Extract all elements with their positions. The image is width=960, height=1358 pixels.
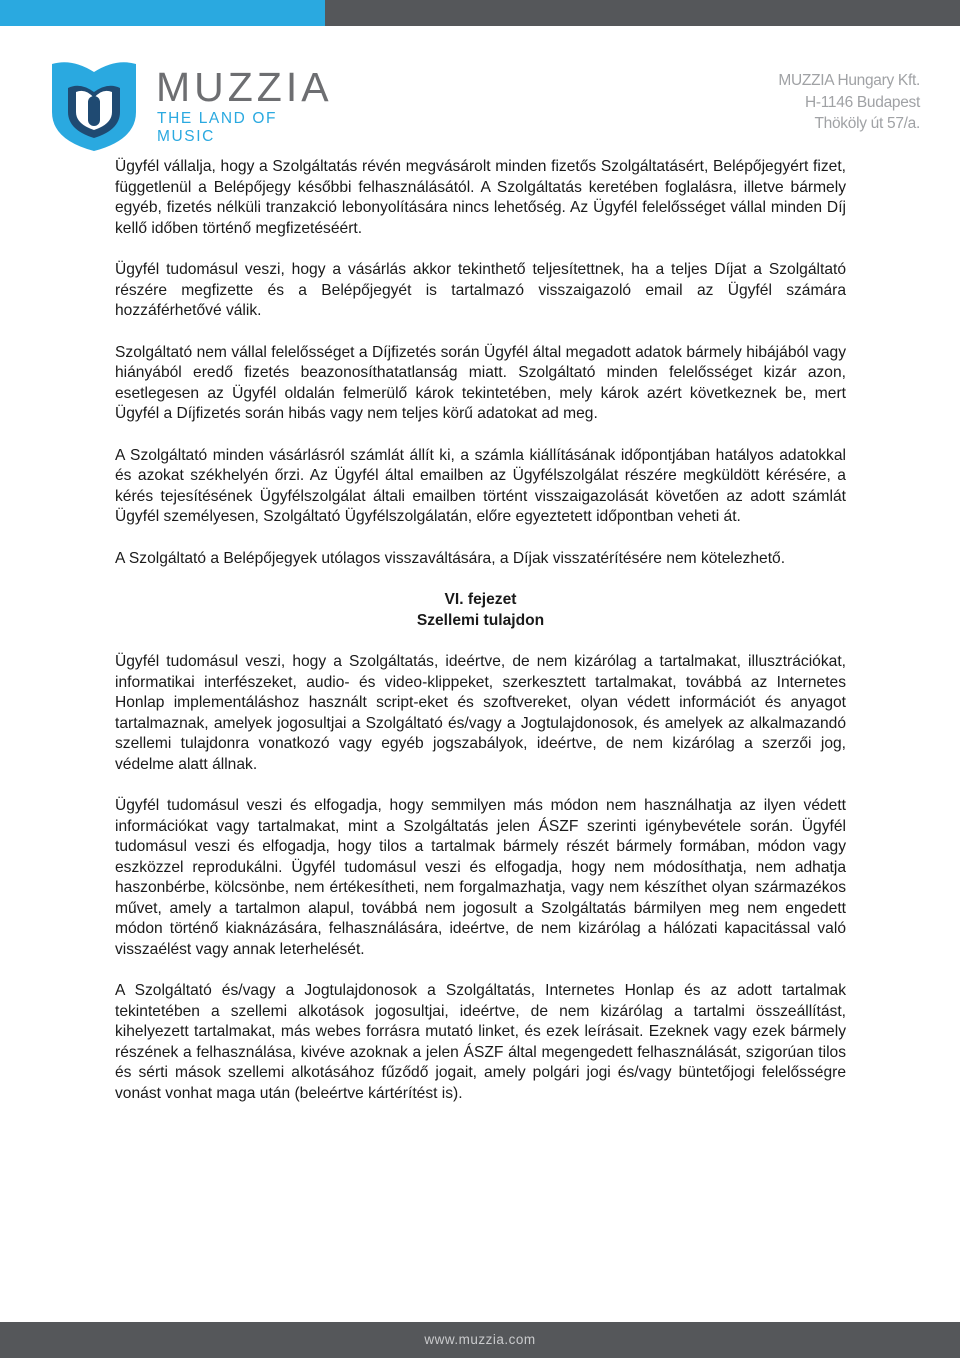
muzzia-logo bbox=[48, 58, 338, 153]
paragraph-purchase-completion: Ügyfél tudomásul veszi, hogy a vásárlás akkor tekinthető teljesítettnek, ha a teljes Díjat a Szolgáltató részére megfizette és a Belépőjegyét is tartalmazó visszaigazoló email az Ügyfél számára hozzáférhetővé válik. bbox=[115, 261, 846, 319]
document-body bbox=[115, 157, 846, 1125]
address-line-street: Thököly út 57/a. bbox=[814, 115, 920, 132]
paragraph-ip-rights-holders: A Szolgáltató és/vagy a Jogtulajdonosok a Szolgáltatás, Internetes Honlap és az adott tartalmak tekintetében a szellemi alkotások jogosultjai, ideértve, de nem kizárólag a tartalmi összeállítást, kihelyezett tartalmakat, más webes forrásra mutató linket, és ezek leírásait. Ezeknek vagy ezek bármely részének a felhasználása, kivéve azoknak a jelen ÁSZF által megengedett felhasználását, szigorúan tilos és sérti mások szellemi alkotásához fűződő jogait, amely polgári jogi és/vagy büntetőjogi felelősségre vonást vonhat maga után (beleértve kártérítést is). bbox=[115, 982, 846, 1102]
company-address bbox=[778, 70, 920, 135]
top-bar-blue-segment bbox=[0, 0, 325, 26]
chapter-title: Szellemi tulajdon bbox=[416, 611, 545, 629]
paragraph-invoice: A Szolgáltató minden vásárlásról számlát állít ki, a számla kiállításának időpontjában hatályos adatokkal és azokat székhelyén őrzi. Az Ügyfél által emailben az Ügyfélszolgálat részére megküldött kérésére, a kérés tejesítésének Ügyfélszolgálat általi emailben történt visszaigazolását követően az adott számlát Ügyfél személyesen, Szolgáltató Ügyfélszolgálatán, előre egyeztetett időpontban veheti át. bbox=[115, 446, 846, 525]
chapter-number: VI. fejezet bbox=[444, 591, 517, 608]
footer-bar bbox=[0, 1322, 960, 1358]
paragraph-payment-liability: Szolgáltató nem vállal felelősséget a Díjfizetés során Ügyfél által megadott adatok bármely hibájából vagy hiányából eredő fizetés beazonosíthatatlanság miatt. Szolgáltató minden felelősséget kizár azon, esetlegesen az Ügyfél oldalán felmerülő károk tekintetében, mely károk azért következnek be, mert Ügyfél a Díjfizetés során hibás vagy nem teljes körű adatokat ad meg. bbox=[115, 343, 846, 422]
paragraph-ip-usage-restrictions: Ügyfél tudomásul veszi és elfogadja, hogy semmilyen más módon nem használhatja az ilyen védett információkat vagy tartalmakat, mint a Szolgáltatás jelen ÁSZF szerinti igénybevétele során. Ügyfél tudomásul veszi és elfogadja, hogy tilos a tartalmak bármely részét bármely formában, módon vagy eszközzel reprodukálni. Ügyfél tudomásul veszi és elfogadja, hogy nem módosíthatja, nem adhatja haszonbérbe, kölcsönbe, nem értékesítheti, nem forgalmazhatja, vagy nem készíthet olyan származékos művet, amely a tartalmon alapul, továbbá nem jogosult a Szolgáltatás bármilyen meg nem engedett módon történő kiaknázására, felhasználására, ideértve, de nem kizárólag a hálózati kapacitással való visszaélést vagy annak leterhelését. bbox=[115, 797, 846, 958]
address-line-company: MUZZIA Hungary Kft. bbox=[778, 72, 920, 89]
top-bar-grey-segment bbox=[325, 0, 960, 26]
paragraph-ip-protected-content: Ügyfél tudomásul veszi, hogy a Szolgáltatás, ideértve, de nem kizárólag a tartalmakat, illusztrációkat, informatikai interfészeket, audio- és video-klippeket, szerkesztett tartalmakat, továbbá az Internetes Honlap implementáláshoz használt script-eket és szoftvereket, olyan védett információt és anyagot tartalmaznak, amelyek jogosultjai a Szolgáltató és/vagy a Jogtulajdonosok, és amelyek az alkalmazandó szellemi tulajdonra vonatkozó vagy egyéb jogszabályok, ideértve, de nem kizárólag a szerzői jog, védelme alatt állnak. bbox=[115, 653, 846, 773]
top-color-bar bbox=[0, 0, 960, 26]
address-line-city: H-1146 Budapest bbox=[805, 93, 920, 111]
muzzia-shield-logo-icon bbox=[48, 58, 140, 152]
paragraph-payment-obligation: Ügyfél vállalja, hogy a Szolgáltatás révén megvásárolt minden fizetős Szolgáltatásért, Belépőjegyért fizet, függetlenül a Belépőjegy későbbi felhasználásától. A Szolgáltatás keretében foglalásra, illetve bármely egyéb, fizetés nélküli tranzakció lebonyolítására nincs lehetőség. Az Ügyfél felelősséget vállal minden Díj kellő időben történő megfizetéséért. bbox=[115, 158, 846, 237]
chapter-heading bbox=[115, 590, 846, 631]
paragraph-refund: A Szolgáltató a Belépőjegyek utólagos visszaváltására, a Díjak visszatérítésére nem kötelezhető. bbox=[115, 549, 786, 567]
footer-website-url: www.muzzia.com bbox=[424, 1332, 536, 1347]
brand-name: MUZZIA bbox=[156, 64, 333, 110]
brand-tagline: THE LAND OF MUSIC bbox=[157, 110, 278, 145]
